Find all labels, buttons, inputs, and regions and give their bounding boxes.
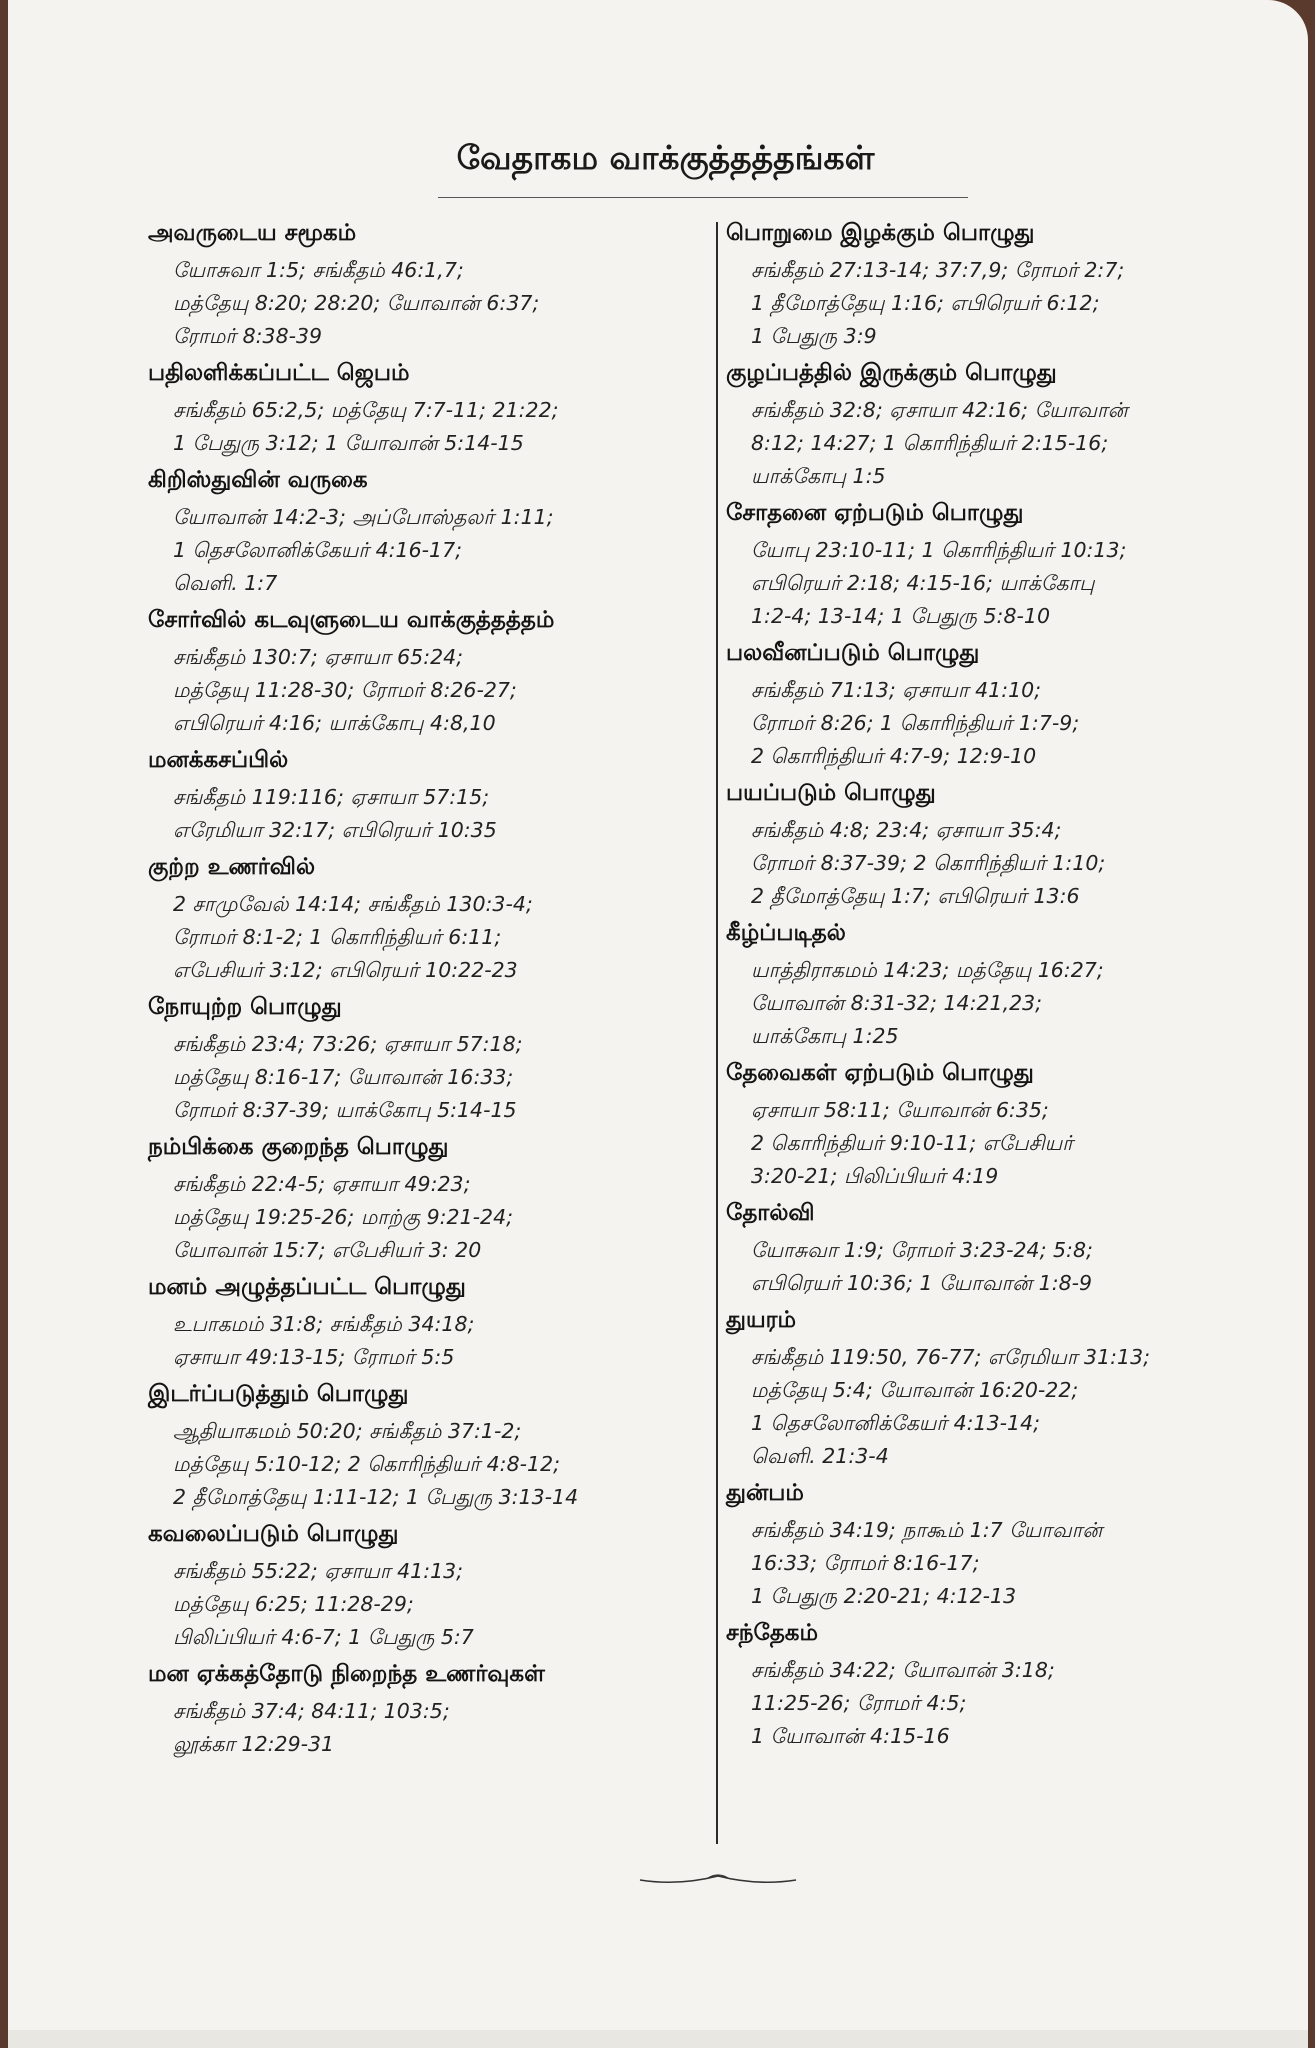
section-heading: மனம் அழுத்தப்பட்ட பொழுது <box>148 1274 466 1300</box>
section <box>726 1616 1246 1753</box>
section-heading: மனக்கசப்பில் <box>148 747 289 773</box>
verse-references: யோபு 23:10-11; 1 கொரிந்தியர் 10:13; எபிரெயர் 2:18; 4:15-16; யாக்கோபு 1:2-4; 13-14; 1 பேதுரு 5:8-10 <box>751 538 1127 628</box>
verse-references: ஏசாயா 58:11; யோவான் 6:35; 2 கொரிந்தியர் 9:10-11; எபேசியர் 3:20-21; பிலிப்பியர் 4:19 <box>751 1098 1073 1188</box>
book-page <box>8 0 1308 2048</box>
title-underline <box>438 197 968 198</box>
verse-references: உபாகமம் 31:8; சங்கீதம் 34:18; ஏசாயா 49:13-15; ரோமர் 5:5 <box>173 1312 475 1369</box>
section <box>148 990 688 1127</box>
verse-references: யோவான் 14:2-3; அப்போஸ்தலர் 1:11; 1 தெசலோனிக்கேயர் 4:16-17; வெளி. 1:7 <box>173 505 554 595</box>
verse-references: சங்கீதம் 37:4; 84:11; 103:5; லூக்கா 12:29-31 <box>173 1699 450 1756</box>
section <box>726 1196 1246 1300</box>
verse-references: 2 சாமுவேல் 14:14; சங்கீதம் 130:3-4; ரோமர் 8:1-2; 1 கொரிந்தியர் 6:11; எபேசியர் 3:12; எபிரெயர் 10:22-23 <box>173 892 533 982</box>
page-bottom-edge <box>8 2030 1308 2048</box>
section-heading: கவலைப்படும் பொழுது <box>148 1521 399 1547</box>
section <box>148 216 688 353</box>
verse-references: யாத்திராகமம் 14:23; மத்தேயு 16:27; யோவான் 8:31-32; 14:21,23; யாக்கோபு 1:25 <box>751 958 1104 1048</box>
verse-references: சங்கீதம் 34:22; யோவான் 3:18; 11:25-26; ரோமர் 4:5; 1 யோவான் 4:15-16 <box>751 1658 1055 1748</box>
section-heading: துன்பம் <box>726 1480 804 1506</box>
section-heading: இடர்ப்படுத்தும் பொழுது <box>148 1381 409 1407</box>
ornament-divider <box>638 1868 798 1892</box>
section-heading: மன ஏக்கத்தோடு நிறைந்த உணர்வுகள் <box>148 1661 545 1687</box>
section <box>148 743 688 847</box>
section <box>726 356 1246 493</box>
section-heading: நம்பிக்கை குறைந்த பொழுது <box>148 1134 449 1160</box>
section-heading: குற்ற உணர்வில் <box>148 854 316 880</box>
section-heading: பதிலளிக்கப்பட்ட ஜெபம் <box>148 360 410 386</box>
section-heading: நோயுற்ற பொழுது <box>148 994 342 1020</box>
verse-references: சங்கீதம் 34:19; நாகூம் 1:7 யோவான் 16:33; ரோமர் 8:16-17; 1 பேதுரு 2:20-21; 4:12-13 <box>751 1518 1103 1608</box>
verse-references: யோசுவா 1:5; சங்கீதம் 46:1,7; மத்தேயு 8:20; 28:20; யோவான் 6:37; ரோமர் 8:38-39 <box>173 258 540 348</box>
column-divider <box>716 222 718 1844</box>
section <box>726 776 1246 913</box>
section <box>148 1377 688 1514</box>
verse-references: சங்கீதம் 55:22; ஏசாயா 41:13; மத்தேயு 6:25; 11:28-29; பிலிப்பியர் 4:6-7; 1 பேதுரு 5:7 <box>173 1559 474 1649</box>
section <box>726 916 1246 1053</box>
section-heading: கிறிஸ்துவின் வருகை <box>148 467 368 493</box>
verse-references: சங்கீதம் 119:50, 76-77; எரேமியா 31:13; மத்தேயு 5:4; யோவான் 16:20-22; 1 தெசலோனிக்கேயர் 4:13-14; வெளி. 21:3-4 <box>751 1345 1151 1468</box>
verse-references: சங்கீதம் 71:13; ஏசாயா 41:10; ரோமர் 8:26; 1 கொரிந்தியர் 1:7-9; 2 கொரிந்தியர் 4:7-9; 12:9-10 <box>751 678 1080 768</box>
verse-references: சங்கீதம் 22:4-5; ஏசாயா 49:23; மத்தேயு 19:25-26; மாற்கு 9:21-24; யோவான் 15:7; எபேசியர் 3: 20 <box>173 1172 514 1262</box>
section-heading: குழப்பத்தில் இருக்கும் பொழுது <box>726 360 1057 386</box>
section <box>148 356 688 460</box>
section <box>726 1056 1246 1193</box>
section-heading: அவருடைய சமூகம் <box>148 220 357 246</box>
right-column <box>726 216 1246 1756</box>
verse-references: ஆதியாகமம் 50:20; சங்கீதம் 37:1-2; மத்தேயு 5:10-12; 2 கொரிந்தியர் 4:8-12; 2 தீமோத்தேயு 1:11-12; 1 பேதுரு 3:13-14 <box>173 1419 579 1509</box>
section <box>726 496 1246 633</box>
verse-references: யோசுவா 1:9; ரோமர் 3:23-24; 5:8; எபிரெயர் 10:36; 1 யோவான் 1:8-9 <box>751 1238 1093 1295</box>
section <box>726 1303 1246 1473</box>
section-heading: தோல்வி <box>726 1200 815 1226</box>
section <box>148 463 688 600</box>
section <box>726 216 1246 353</box>
section <box>148 1270 688 1374</box>
section-heading: சோதனை ஏற்படும் பொழுது <box>726 500 1024 526</box>
section <box>148 850 688 987</box>
section <box>148 1657 688 1761</box>
section <box>726 1476 1246 1613</box>
left-column <box>148 216 688 1764</box>
verse-references: சங்கீதம் 119:116; ஏசாயா 57:15; எரேமியா 32:17; எபிரெயர் 10:35 <box>173 785 497 842</box>
section-heading: பலவீனப்படும் பொழுது <box>726 640 980 666</box>
section <box>148 603 688 740</box>
section-heading: பயப்படும் பொழுது <box>726 780 936 806</box>
verse-references: சங்கீதம் 4:8; 23:4; ஏசாயா 35:4; ரோமர் 8:37-39; 2 கொரிந்தியர் 1:10; 2 தீமோத்தேயு 1:7; எபிரெயர் 13:6 <box>751 818 1106 908</box>
section <box>726 636 1246 773</box>
page-title: வேதாகம வாக்குத்தத்தங்கள் <box>456 138 875 177</box>
section-heading: சந்தேகம் <box>726 1620 819 1646</box>
verse-references: சங்கீதம் 27:13-14; 37:7,9; ரோமர் 2:7; 1 தீமோத்தேயு 1:16; எபிரெயர் 6:12; 1 பேதுரு 3:9 <box>751 258 1125 348</box>
verse-references: சங்கீதம் 65:2,5; மத்தேயு 7:7-11; 21:22; 1 பேதுரு 3:12; 1 யோவான் 5:14-15 <box>173 398 559 455</box>
verse-references: சங்கீதம் 130:7; ஏசாயா 65:24; மத்தேயு 11:28-30; ரோமர் 8:26-27; எபிரெயர் 4:16; யாக்கோபு 4:8,10 <box>173 645 517 735</box>
section-heading: தேவைகள் ஏற்படும் பொழுது <box>726 1060 1034 1086</box>
verse-references: சங்கீதம் 23:4; 73:26; ஏசாயா 57:18; மத்தேயு 8:16-17; யோவான் 16:33; ரோமர் 8:37-39; யாக்கோபு 5:14-15 <box>173 1032 523 1122</box>
section <box>148 1517 688 1654</box>
section <box>148 1130 688 1267</box>
section-heading: பொறுமை இழக்கும் பொழுது <box>726 220 1035 246</box>
section-heading: சோர்வில் கடவுளுடைய வாக்குத்தத்தம் <box>148 607 555 633</box>
section-heading: கீழ்ப்படிதல் <box>726 920 846 946</box>
section-heading: துயரம் <box>726 1307 797 1333</box>
verse-references: சங்கீதம் 32:8; ஏசாயா 42:16; யோவான் 8:12; 14:27; 1 கொரிந்தியர் 2:15-16; யாக்கோபு 1:5 <box>751 398 1128 488</box>
